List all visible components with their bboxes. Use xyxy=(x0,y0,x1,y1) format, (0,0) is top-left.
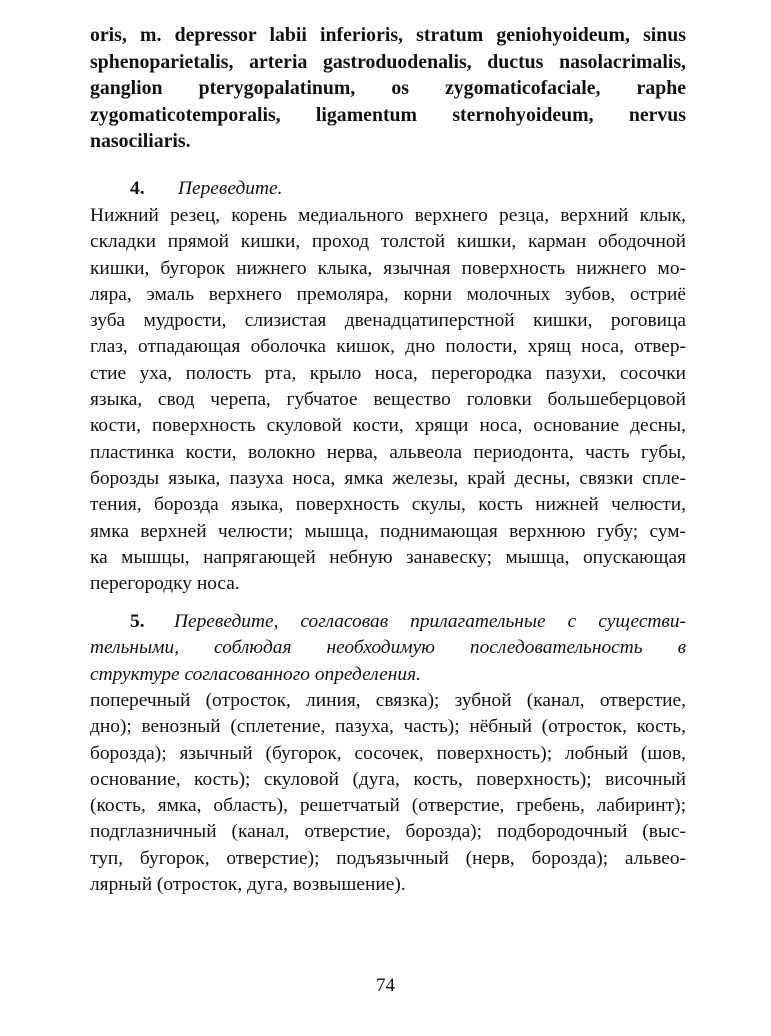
latin-terms-paragraph xyxy=(90,22,686,155)
text-line: дно); венозный (сплетение, пазуха, часть); нёбный (отросток, кость, xyxy=(90,716,686,738)
text-line: глаз, отпадающая оболочка кишок, дно полости, хрящ носа, отвер- xyxy=(90,336,686,358)
text-line: ка мышцы, напрягающей небную занавеску; мышца, опускающая xyxy=(90,546,686,568)
text-line: борозда); язычный (бугорок, сосочек, поверхность); лобный (шов, xyxy=(90,742,686,764)
text-line: перегородку носа. xyxy=(90,573,240,595)
task-4-body xyxy=(90,203,686,597)
text-line: (кость, ямка, область), решетчатый (отверстие, гребень, лабиринт); xyxy=(90,795,686,817)
text-line: борозды языка, пазуха носа, ямка железы, край десны, связки спле- xyxy=(90,467,686,489)
text-line: ляра, эмаль верхнего премоляра, корни молочных зубов, остриё xyxy=(90,283,686,305)
text-line: поперечный (отросток, линия, связка); зубной (канал, отверстие, xyxy=(90,690,686,711)
text-line: zygomaticotemporalis, ligamentum sternohyoideum, nervus xyxy=(90,103,686,126)
text-line: кишки, бугорок нижнего клыка, язычная поверхность нижнего мо- xyxy=(90,257,686,279)
task-5-instruction-line: структуре согласованного определения. xyxy=(90,663,421,685)
text-line: тения, борозда языка, поверхность скулы, кость нижней челюсти, xyxy=(90,494,686,516)
task-4-number: 4. xyxy=(130,178,145,199)
text-line: кости, поверхность скуловой кости, хрящи носа, основание десны, xyxy=(90,415,686,437)
text-line: туп, бугорок, отверстие); подъязычный (нерв, борозда); альвео- xyxy=(90,847,686,869)
text-line: oris, m. depressor labii inferioris, stratum geniohyoideum, sinus xyxy=(90,24,686,46)
task-4-instruction: Переведите. xyxy=(178,178,283,199)
text-line: подглазничный (канал, отверстие, борозда); подбородочный (выс- xyxy=(90,821,686,843)
text-line: зуба мудрости, слизистая двенадцатиперстной кишки, роговица xyxy=(90,310,686,332)
page-number: 74 xyxy=(376,975,395,996)
task-5-heading xyxy=(90,609,686,688)
text-line: пластинка кости, волокно нерва, альвеола периодонта, часть губы, xyxy=(90,441,686,463)
text-line: складки прямой кишки, проход толстой кишки, карман ободочной xyxy=(90,231,686,253)
text-line: лярный (отросток, дуга, возвышение). xyxy=(90,874,406,896)
task-5-number: 5. xyxy=(130,611,145,632)
text-line: Нижний резец, корень медиального верхнего резца, верхний клык, xyxy=(90,205,686,226)
task-5-instruction-line: тельными, соблюдая необходимую последовательность в xyxy=(90,637,686,659)
text-line: nasociliaris. xyxy=(90,130,191,153)
text-line: языка, свод черепа, губчатое вещество головки большеберцовой xyxy=(90,389,686,411)
task-5-body xyxy=(90,688,686,898)
text-line: ganglion pterygopalatinum, os zygomaticofaciale, raphe xyxy=(90,77,686,100)
text-line: основание, кость); скуловой (дуга, кость, поверхность); височный xyxy=(90,768,686,790)
text-line: ямка верхней челюсти; мышца, поднимающая верхнюю губу; сум- xyxy=(90,520,686,542)
text-line: sphenoparietalis, arteria gastroduodenalis, ductus nasolacrimalis, xyxy=(90,50,686,73)
task-5-instruction-line: Переведите, согласовав прилагательные с существи- xyxy=(174,611,686,632)
text-line: стие уха, полость рта, крыло носа, перегородка пазухи, сосочки xyxy=(90,362,686,384)
task-4-heading xyxy=(90,176,686,202)
